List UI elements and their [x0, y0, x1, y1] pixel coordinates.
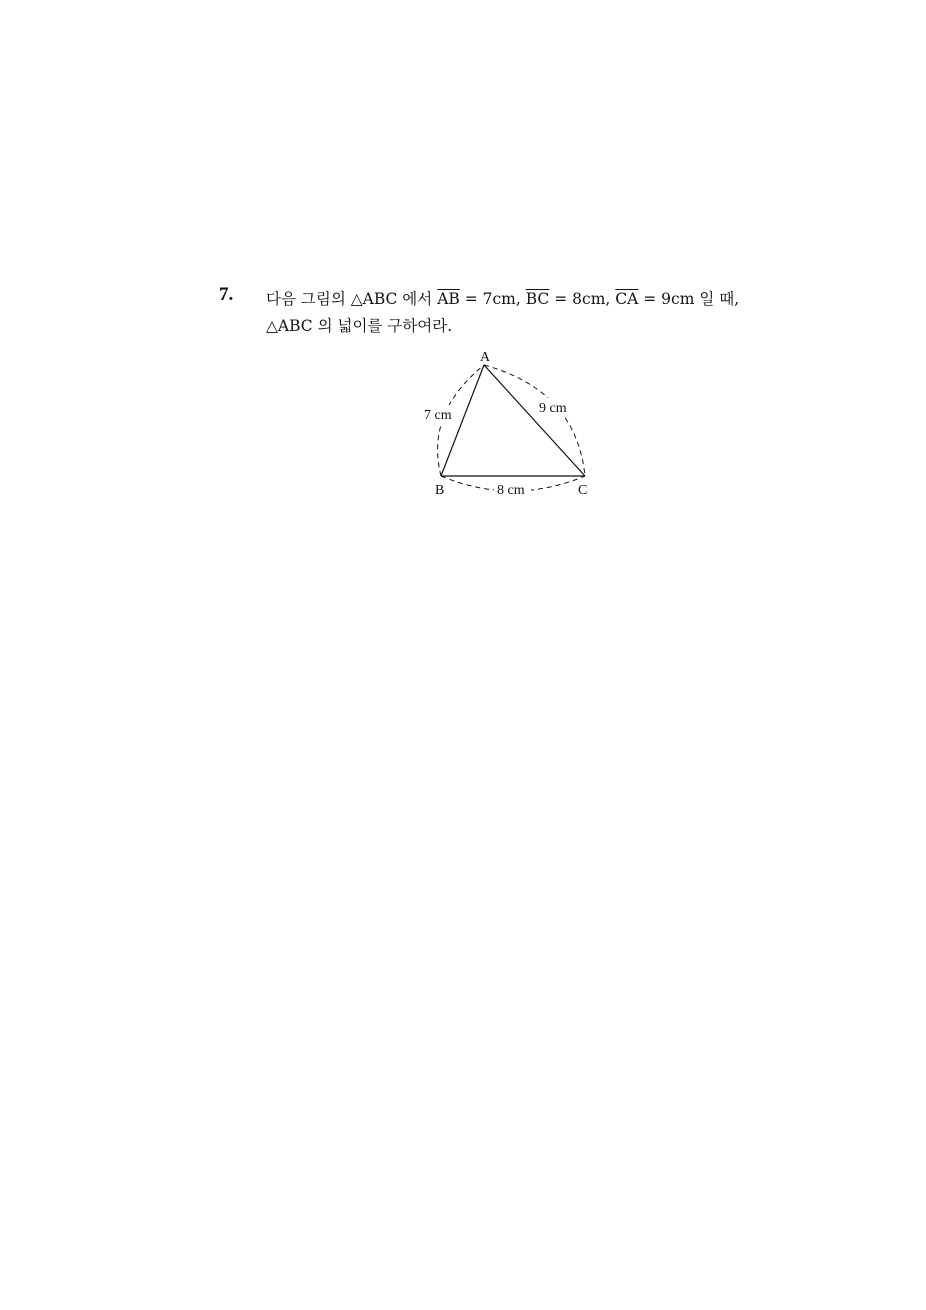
side-ab-length-label: 7 cm	[424, 408, 452, 423]
segment-ca-length: = 9cm 일 때,	[643, 290, 740, 308]
side-bc-length-label: 8 cm	[497, 483, 525, 498]
segment-bc-length: = 8cm,	[554, 290, 611, 308]
vertex-b-label: B	[435, 483, 445, 498]
vertex-a-label: A	[480, 350, 491, 365]
segment-ab-length: = 7cm,	[464, 290, 521, 308]
segment-ca: $\overline{CA}$	[615, 290, 639, 308]
vertex-c-label: C	[578, 483, 588, 498]
side-ca-length-label: 9 cm	[539, 401, 567, 416]
problem-text-line-2: △ABC 의 넓이를 구하여라.	[266, 317, 453, 335]
problem-number: 7.	[219, 284, 234, 305]
problem-intro: 다음 그림의 △ABC 에서	[266, 290, 433, 308]
segment-ab: $\overline{AB}$	[437, 290, 460, 308]
segment-bc: $\overline{BC}$	[525, 290, 550, 308]
side-ca	[484, 365, 585, 476]
